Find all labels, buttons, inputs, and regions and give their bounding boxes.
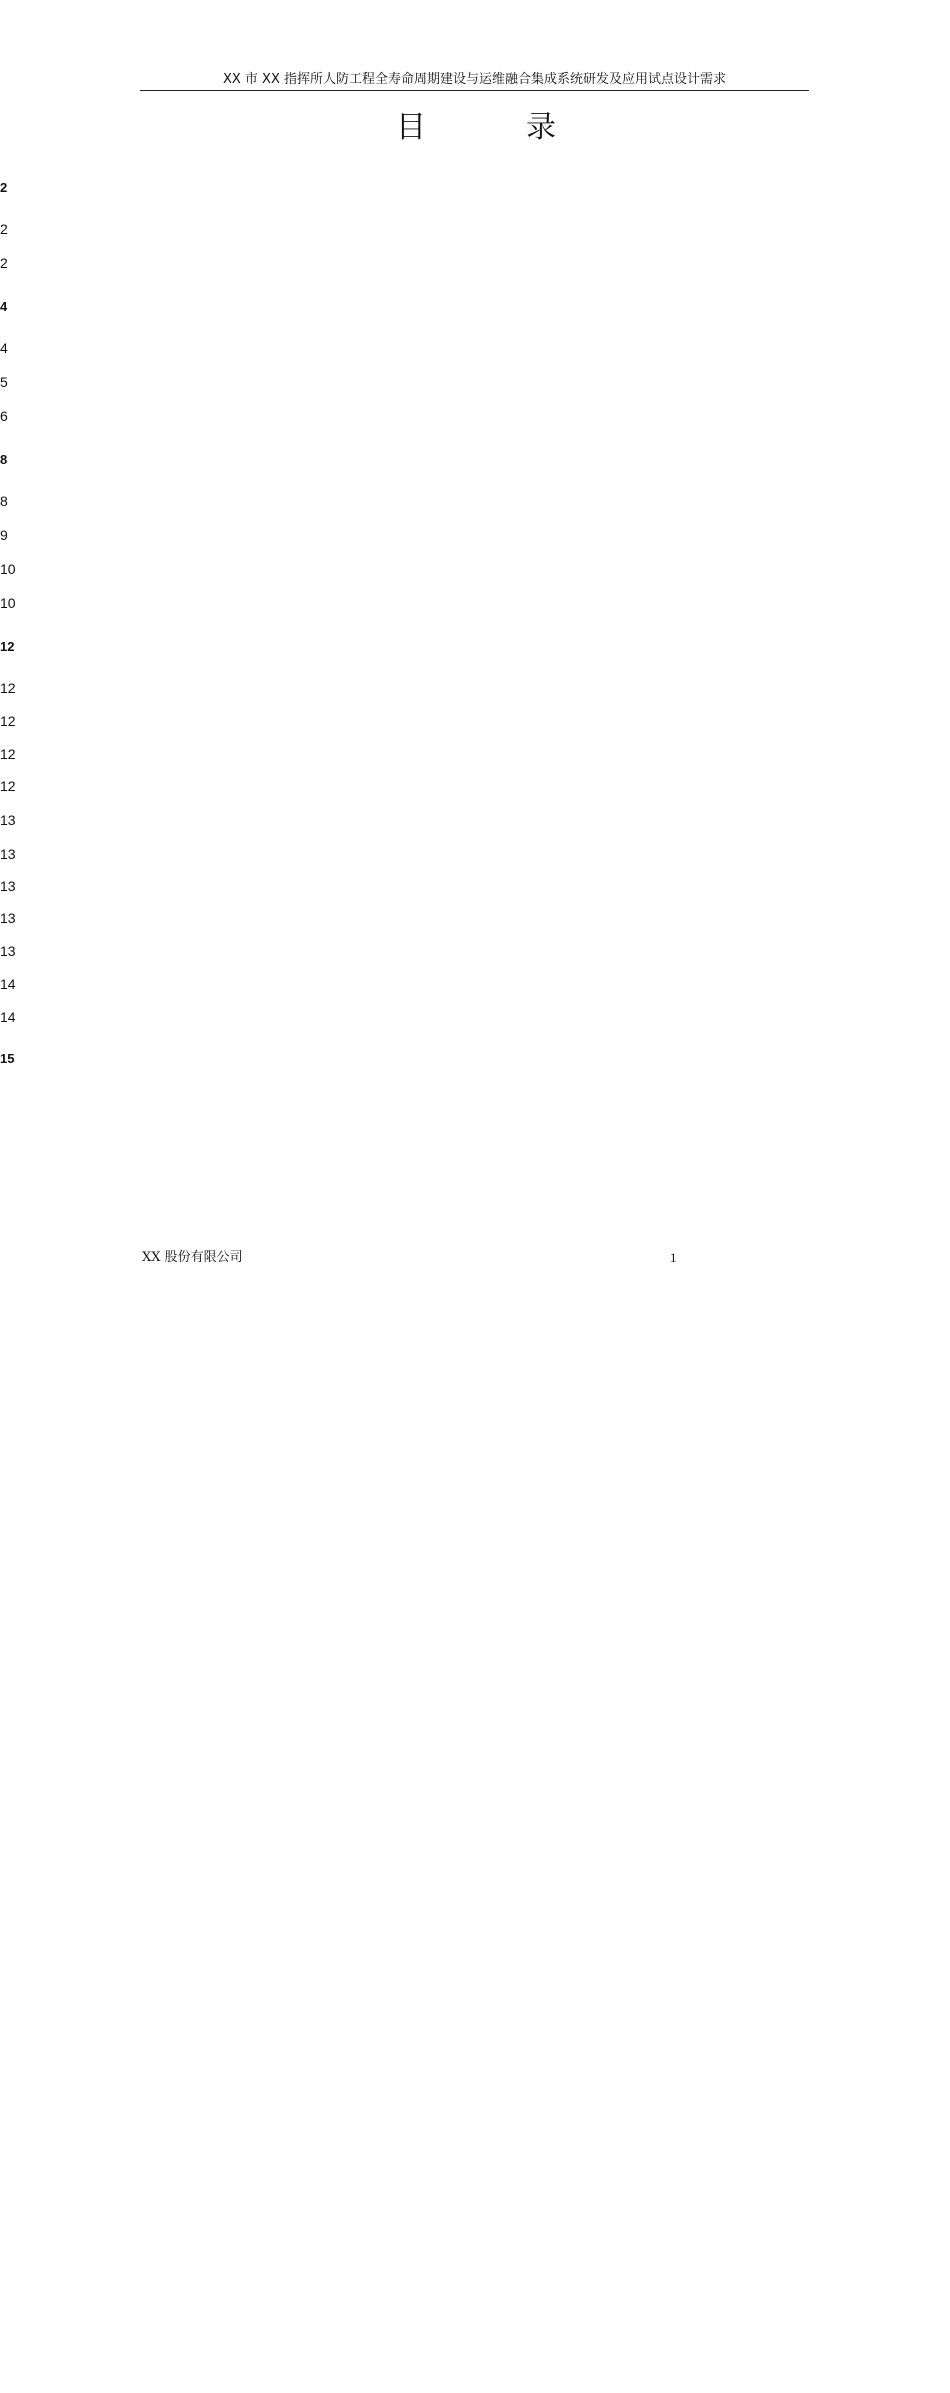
toc-entry[interactable] (0, 491, 950, 511)
toc-entry-page: 15 (0, 1049, 950, 2393)
toc-entry[interactable] (0, 941, 950, 961)
toc-entry[interactable] (0, 525, 950, 545)
toc-entry[interactable] (0, 450, 950, 470)
toc-entry[interactable] (0, 406, 950, 426)
toc-entry-page: 12 (0, 776, 950, 2120)
toc-entry-page: 14 (0, 974, 950, 2318)
toc-entry-page: 2 (0, 253, 950, 1597)
toc-entry-page: 13 (0, 810, 950, 2154)
toc-entry[interactable] (0, 876, 950, 896)
toc-entry[interactable] (0, 678, 950, 698)
toc-entry[interactable] (0, 253, 950, 273)
toc-entry[interactable] (0, 711, 950, 731)
footer-company: XX 股份有限公司 (142, 1250, 243, 1265)
toc-title-char-1: 目 (396, 110, 426, 145)
toc-entry[interactable] (0, 219, 950, 239)
running-header: XX 市 XX 指挥所人防工程全寿命周期建设与运维融合集成系统研发及应用试点设计需求 (140, 71, 809, 91)
toc-entry-page: 10 (0, 593, 950, 1937)
toc-entry[interactable] (0, 338, 950, 358)
toc-entry-page: 8 (0, 491, 950, 1835)
toc-entry-page: 14 (0, 1007, 950, 2351)
toc-entry[interactable] (0, 744, 950, 764)
toc-entry[interactable] (0, 593, 950, 613)
toc-entry-page: 12 (0, 637, 950, 1981)
toc-entry[interactable] (0, 776, 950, 796)
toc-entry-page: 8 (0, 450, 950, 1794)
toc-entry[interactable] (0, 559, 950, 579)
toc-entry[interactable] (0, 1007, 950, 1027)
toc-entry[interactable] (0, 178, 950, 198)
toc-entry-page: 13 (0, 941, 950, 2285)
toc-entry[interactable] (0, 974, 950, 994)
toc-entry-page: 10 (0, 559, 950, 1903)
toc-entry[interactable] (0, 1049, 950, 1069)
toc-entry[interactable] (0, 810, 950, 830)
toc-entry-page: 4 (0, 338, 950, 1682)
toc-title (0, 108, 950, 148)
toc-entry[interactable] (0, 637, 950, 657)
toc-entry[interactable] (0, 908, 950, 928)
toc-entry[interactable] (0, 844, 950, 864)
toc-entry[interactable] (0, 297, 950, 317)
toc-entry-page: 13 (0, 876, 950, 2220)
toc-entry[interactable] (0, 372, 950, 392)
toc-entry-page: 4 (0, 297, 950, 1641)
toc-entry-page: 12 (0, 744, 950, 2088)
toc-entry-page: 2 (0, 178, 950, 1522)
toc-entry-page: 5 (0, 372, 950, 1716)
toc-entry-page: 12 (0, 678, 950, 2022)
toc-entry-page: 2 (0, 219, 950, 1563)
toc-entry-page: 13 (0, 844, 950, 2188)
toc-title-char-2: 录 (526, 110, 556, 145)
footer-page-number: 1 (670, 1250, 677, 1265)
toc-entry-page: 6 (0, 406, 950, 1750)
toc-entry-page: 12 (0, 711, 950, 2055)
toc-entry-page: 9 (0, 525, 950, 1869)
toc-entry-page: 13 (0, 908, 950, 2252)
